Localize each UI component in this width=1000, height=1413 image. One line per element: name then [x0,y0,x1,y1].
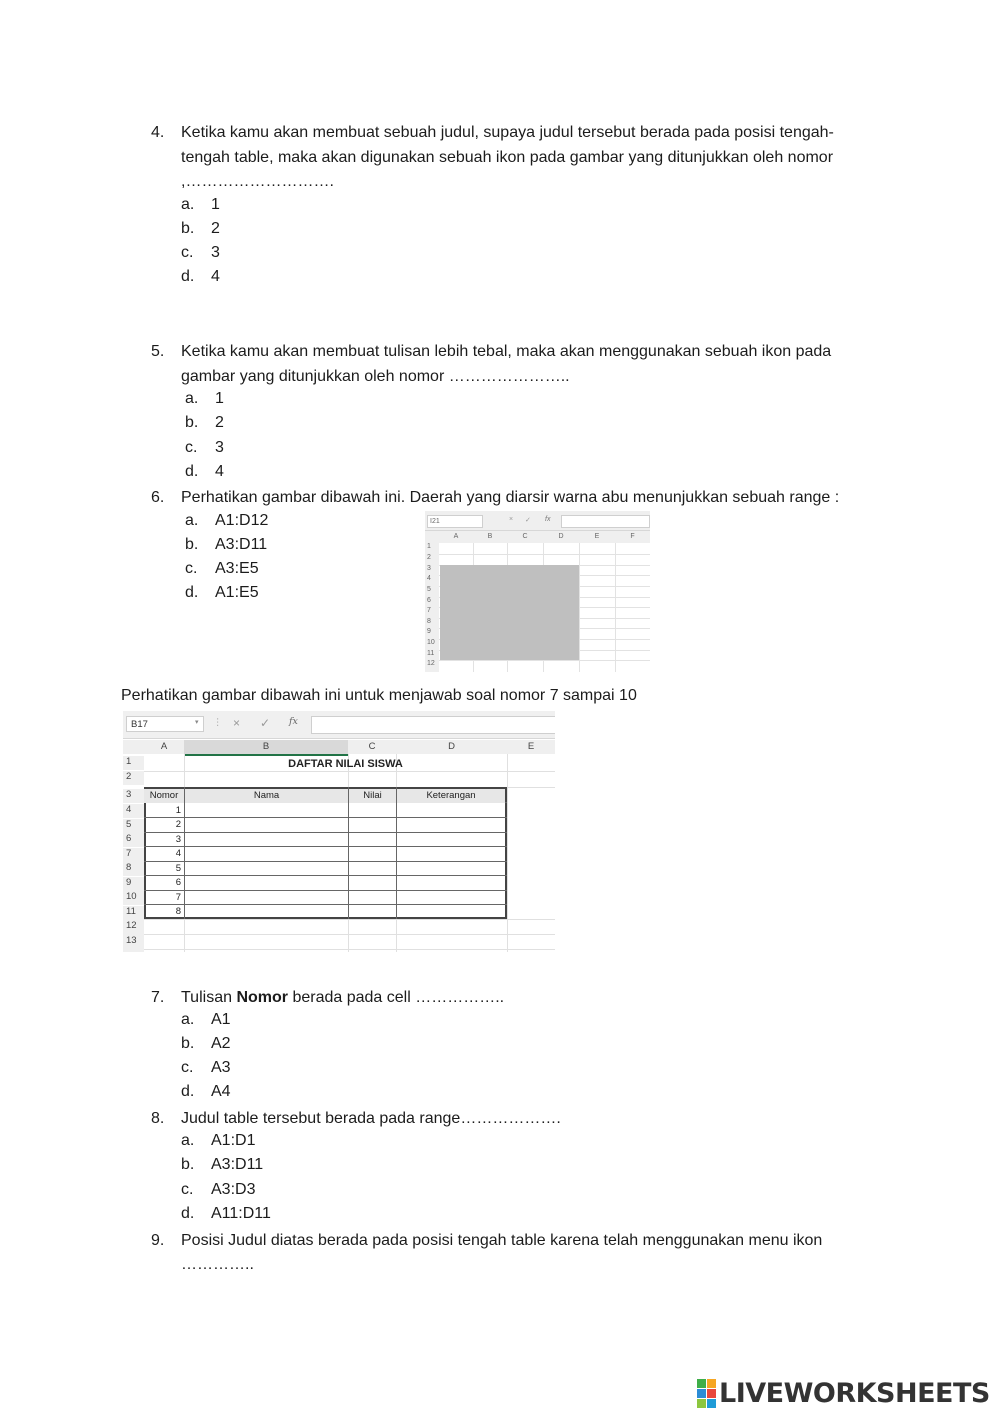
option-letter: b. [181,1035,195,1052]
check-icon: ✓ [260,716,271,730]
row-header: 2 [425,554,439,565]
number-cell: 2 [175,819,181,830]
liveworksheets-logo [697,1378,990,1408]
option-q5-d[interactable] [185,462,224,482]
option-text: A1:E5 [215,584,259,601]
name-box-value: I21 [430,518,440,525]
option-q6-a[interactable] [185,511,268,531]
question-number: 8. [151,1110,165,1127]
option-q4-c[interactable] [181,243,220,263]
logo-tile [707,1399,716,1408]
select-all-corner [425,531,440,543]
table-title: DAFTAR NILAI SISWA [288,758,403,770]
row-header: 8 [123,862,144,876]
logo-mark-icon [697,1379,716,1408]
row-header: 10 [123,891,144,905]
option-q7-d[interactable] [181,1082,231,1102]
column-header: A [144,740,185,754]
option-q6-c[interactable] [185,559,259,579]
option-letter: a. [181,1011,195,1028]
row-header: 5 [425,586,439,597]
name-box: B17 [126,716,204,732]
number-cell: 8 [175,906,181,917]
option-text: A1 [211,1011,231,1028]
option-letter: c. [185,560,198,577]
option-text: A3:E5 [215,560,259,577]
grid-line [144,934,555,935]
option-text: 1 [215,390,224,407]
table-line [144,890,507,891]
question-number: 5. [151,343,165,360]
option-text: 4 [211,268,220,285]
row-header: 9 [123,877,144,891]
header-cell: Keterangan [397,789,505,803]
question-text-line: Ketika kamu akan membuat tulisan lebih tebal, maka akan menggunakan sebuah ikon pada [181,343,832,360]
question-text-line: Posisi Judul diatas berada pada posisi tengah table karena telah menggunakan menu ikon [181,1232,823,1249]
row-header: 8 [425,618,439,628]
option-letter: d. [185,463,199,480]
option-letter: d. [185,584,199,601]
option-q8-c[interactable] [181,1180,255,1200]
question-text-prefix: Tulisan [181,989,237,1006]
row-header: 2 [123,771,144,785]
logo-tile [697,1379,706,1388]
formula-input [311,716,555,734]
logo-tile [697,1399,706,1408]
option-q7-c[interactable] [181,1058,231,1078]
answer-blank: ,………………………. [181,173,334,190]
number-cell: 4 [175,848,181,859]
row-header: 9 [425,628,439,639]
number-cell: 5 [175,863,181,874]
option-text: 2 [215,414,224,431]
option-text: A4 [211,1083,231,1100]
option-q4-b[interactable] [181,219,220,239]
option-q7-b[interactable] [181,1034,231,1054]
formula-bar [123,711,555,739]
select-all-corner [123,740,145,754]
number-cell: 3 [175,834,181,845]
option-letter: b. [181,1156,195,1173]
question-text-line: Judul table tersebut berada pada range………………. [181,1110,561,1127]
row-header: 7 [425,607,439,618]
option-letter: a. [185,512,199,529]
option-q7-a[interactable] [181,1010,231,1030]
question-text-line: tengah table, maka akan digunakan sebuah ikon pada gambar yang ditunjukkan oleh nomor [181,149,834,166]
option-letter: b. [185,414,199,431]
column-header: A [439,531,474,543]
row-header: 13 [123,935,144,952]
row-header: 1 [425,543,439,554]
column-header: B [184,740,349,756]
header-cell: Nilai [349,789,396,803]
option-q4-d[interactable] [181,267,220,287]
option-letter: c. [181,1059,194,1076]
column-header: D [543,531,580,543]
option-letter: a. [181,1132,195,1149]
question-number: 9. [151,1232,165,1249]
row-header: 10 [425,639,439,650]
shaded-range [440,565,579,660]
column-header: F [615,531,650,543]
option-q8-d[interactable] [181,1204,271,1224]
option-letter: a. [181,196,195,213]
row-header: 5 [123,819,144,833]
option-q4-a[interactable] [181,195,220,215]
logo-tile [697,1389,706,1398]
table-line [144,904,507,905]
row-header: 3 [123,789,144,803]
table-line [144,846,507,847]
table-line [144,875,507,876]
spreadsheet-range-image [425,511,650,672]
option-letter: b. [181,220,195,237]
option-letter: d. [181,268,195,285]
number-cell: 1 [175,805,181,816]
option-q5-c[interactable] [185,438,224,458]
cancel-icon: × [233,716,241,730]
fx-icon: fx [289,716,298,727]
option-letter: c. [181,244,194,261]
grid-line [439,554,650,555]
table-line [396,787,397,919]
fx-icon: fx [545,516,551,523]
header-cell: Nomor [144,789,184,803]
column-header: C [348,740,397,754]
option-text: A3:D11 [215,536,268,553]
option-letter: d. [181,1083,195,1100]
table-border [144,787,507,919]
option-q5-a[interactable] [185,389,224,409]
table-line [348,787,349,919]
number-cell: 7 [175,892,181,903]
option-q6-d[interactable] [185,583,259,603]
grid-line [144,949,555,950]
option-text: A3 [211,1059,231,1076]
formula-input [561,515,650,528]
option-text: A11:D11 [211,1205,271,1222]
column-header: E [579,531,616,543]
column-header: C [507,531,544,543]
question-text-line: Ketika kamu akan membuat sebuah judul, supaya judul tersebut berada pada posisi tengah- [181,124,834,141]
more-icon: ⋮ [213,717,223,728]
option-letter: c. [185,439,198,456]
grid-line [507,754,508,952]
question-number: 6. [151,489,165,506]
row-header: 12 [123,920,144,935]
question-number: 7. [151,989,165,1006]
formula-bar [425,511,650,531]
table-line [184,787,185,919]
question-text-line: gambar yang ditunjukkan oleh nomor ………………….. [181,368,570,385]
option-q6-b[interactable] [185,535,267,555]
logo-tile [707,1379,716,1388]
check-icon: ✓ [525,517,531,524]
option-text: A3:D11 [211,1156,264,1173]
option-letter: a. [185,390,199,407]
option-text: 2 [211,220,220,237]
table-line [144,832,507,833]
option-text: 1 [211,196,220,213]
option-letter: c. [181,1181,194,1198]
spreadsheet-table-image [123,711,555,952]
option-letter: d. [181,1205,195,1222]
option-q5-b[interactable] [185,413,224,433]
question-text-line: Perhatikan gambar dibawah ini. Daerah yang diarsir warna abu menunjukkan sebuah range : [181,489,840,506]
logo-text: LIVEWORKSHEETS [719,1377,990,1409]
row-header: 1 [123,756,144,770]
option-text: A1:D1 [211,1132,256,1149]
row-header: 3 [425,565,439,575]
row-header: 4 [425,575,439,586]
row-header: 11 [123,906,144,920]
option-text: A1:D12 [215,512,269,529]
logo-tile [707,1389,716,1398]
option-text: 3 [215,439,224,456]
name-box [427,515,483,528]
row-header: 11 [425,650,439,660]
grid-line [439,660,650,661]
header-cell: Nama [185,789,348,803]
column-header: E [507,740,555,754]
option-text: A2 [211,1035,231,1052]
row-header: 12 [425,660,439,672]
grid-line [144,771,555,772]
question-text-suffix: berada pada cell …………….. [288,989,505,1006]
column-header: D [396,740,508,754]
row-header: 7 [123,848,144,862]
option-q8-a[interactable] [181,1131,255,1151]
question-text-bold: Nomor [236,989,288,1006]
row-header: 6 [425,597,439,607]
table-line [144,861,507,862]
cancel-icon: × [509,516,514,523]
number-cell: 6 [175,877,181,888]
dropdown-icon: ▾ [195,719,199,726]
grid-line [144,919,555,920]
question-text-line [181,986,881,1011]
instruction-text: Perhatikan gambar dibawah ini untuk menjawab soal nomor 7 sampai 10 [121,687,637,704]
option-q8-b[interactable] [181,1155,263,1175]
answer-blank: ………….. [181,1256,254,1273]
option-text: 3 [211,244,220,261]
question-number: 4. [151,124,165,141]
column-header: B [473,531,508,543]
row-header: 6 [123,833,144,847]
option-text: A3:D3 [211,1181,256,1198]
row-header: 4 [123,804,144,818]
option-text: 4 [215,463,224,480]
table-line [144,817,507,818]
option-letter: b. [185,536,199,553]
